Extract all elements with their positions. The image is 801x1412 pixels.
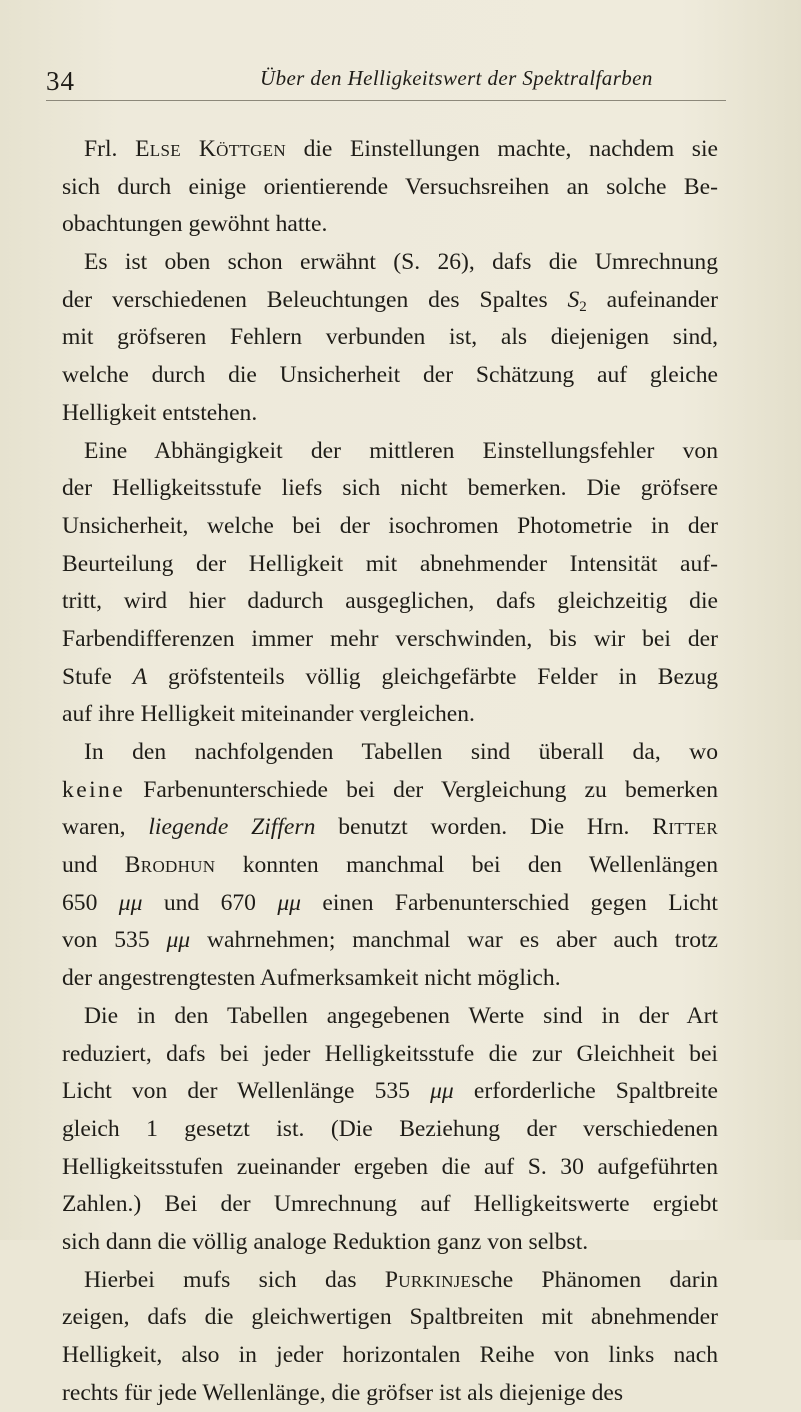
running-title: Über den Helligkeitswert der Spektralfarben	[260, 66, 653, 90]
text-line	[62, 1262, 718, 1300]
text-line	[62, 1337, 718, 1375]
text-run: waren,	[62, 814, 149, 841]
text-line	[62, 696, 718, 734]
text-run: Eine Abhängigkeit der mittleren Einstellungsfehler von	[84, 437, 718, 464]
text-run: zeigen, dafs die gleichwertigen Spaltbreiten mit abnehmender	[62, 1304, 718, 1331]
text-line	[62, 1036, 718, 1074]
text-line	[62, 809, 718, 847]
text-run: Beurteilung der Helligkeit mit abnehmender Intensität auf-	[62, 550, 718, 577]
text-line	[62, 659, 718, 697]
header-rule	[46, 100, 726, 101]
text-run: einen Farbenunterschied gegen Licht	[301, 889, 718, 916]
text-line	[62, 1186, 718, 1224]
text-run: sich dann die völlig analoge Reduktion ganz von selbst.	[62, 1228, 589, 1255]
text-run: Stufe	[62, 663, 133, 690]
text-line	[62, 998, 718, 1036]
text-run: A	[132, 663, 148, 690]
text-run: 650	[62, 889, 119, 916]
text-line	[62, 885, 718, 923]
running-head	[46, 58, 761, 98]
text-run: sich durch einige orientierende Versuchsreihen an solche Be-	[62, 173, 718, 200]
text-run: Helligkeitsstufen zueinander ergeben die auf S. 30 aufgeführten	[62, 1153, 718, 1180]
text-line	[62, 357, 718, 395]
paragraph	[62, 1262, 718, 1412]
text-line	[62, 282, 718, 320]
paragraph	[62, 131, 718, 244]
text-line	[62, 847, 718, 885]
text-run: μμ	[430, 1078, 454, 1105]
text-run: der angestrengtesten Aufmerksamkeit nicht möglich.	[62, 965, 561, 992]
text-run: gleich 1 gesetzt ist. (Die Beziehung der verschiedenen	[62, 1115, 718, 1142]
text-run: Die in den Tabellen angegebenen Werte sind in der Art	[84, 1002, 718, 1029]
text-line	[62, 960, 718, 998]
text-run: wahrnehmen; manchmal war es aber auch trotz	[190, 927, 719, 954]
paragraph	[62, 998, 718, 1262]
text-line	[62, 772, 718, 810]
text-run: sche Phänomen darin	[471, 1266, 719, 1293]
text-run: tritt, wird hier dadurch ausgeglichen, dafs gleichzeitig die	[62, 588, 718, 615]
text-run: rechts für jede Wellenlänge, die gröfser ist als diejenige des	[62, 1379, 624, 1406]
text-run: und	[62, 852, 125, 879]
paragraph	[62, 244, 718, 432]
paragraph	[62, 433, 718, 735]
text-run: Hierbei mufs sich das	[84, 1266, 385, 1293]
text-line	[62, 1073, 718, 1111]
text-run: Licht von der Wellenlänge 535	[62, 1078, 431, 1105]
text-line	[62, 131, 718, 169]
text-line	[62, 1111, 718, 1149]
text-line	[62, 621, 718, 659]
text-run: Zahlen.) Bei der Umrechnung auf Helligkeitswerte ergiebt	[62, 1191, 718, 1218]
text-line	[62, 395, 718, 433]
page-number: 34	[46, 66, 75, 96]
text-line	[62, 169, 718, 207]
text-run: welche durch die Unsicherheit der Schätzung auf gleiche	[62, 362, 718, 389]
text-line	[62, 734, 718, 772]
text-line	[62, 922, 718, 960]
text-run: keine	[62, 776, 126, 803]
text-line	[62, 1299, 718, 1337]
text-run: Ritter	[652, 814, 718, 841]
text-run: die Einstellungen machte, nachdem sie	[285, 136, 719, 162]
text-line	[62, 546, 718, 584]
text-run: mit gröfseren Fehlern verbunden ist, als diejenigen sind,	[62, 324, 718, 351]
text-line	[62, 1149, 718, 1187]
text-run: Farbenunterschiede bei der Vergleichung zu bemerken	[125, 776, 718, 803]
text-run: Else Köttgen	[135, 136, 286, 162]
text-line	[62, 1375, 718, 1412]
text-run: der Helligkeitsstufe liefs sich nicht bemerken. Die gröfsere	[62, 475, 718, 502]
body-text	[62, 131, 718, 1412]
text-run: und 670	[142, 889, 278, 916]
text-line	[62, 433, 718, 471]
text-run: Brodhun	[124, 852, 216, 879]
text-line	[62, 470, 718, 508]
text-run: reduziert, dafs bei jeder Helligkeitsstufe die zur Gleichheit bei	[62, 1040, 718, 1067]
text-run: liegende Ziffern	[148, 814, 316, 841]
text-line	[62, 206, 718, 244]
text-run: Frl.	[84, 136, 136, 162]
text-run: 2	[579, 298, 587, 315]
text-run: Es ist oben schon erwähnt (S. 26), dafs die Umrechnung	[84, 249, 718, 276]
text-run: von 535	[62, 927, 167, 954]
text-run: μμ	[166, 927, 191, 954]
text-run: aufeinander	[586, 286, 718, 313]
text-run: auf ihre Helligkeit miteinander vergleichen.	[62, 701, 475, 728]
text-run: erforderliche Spaltbreite	[453, 1078, 719, 1105]
text-run: μμ	[118, 889, 143, 916]
text-run: Helligkeit entstehen.	[62, 399, 258, 426]
text-run: obachtungen gewöhnt hatte.	[62, 211, 328, 238]
text-line	[62, 583, 718, 621]
text-run: Farbendifferenzen immer mehr verschwinden, bis wir bei der	[62, 625, 718, 652]
text-line	[62, 244, 718, 282]
text-run: Unsicherheit, welche bei der isochromen Photometrie in der	[62, 512, 718, 539]
text-run: In den nachfolgenden Tabellen sind überall da, wo	[84, 739, 718, 765]
text-run: Helligkeit, also in jeder horizontalen Reihe von links nach	[62, 1342, 718, 1368]
text-run: benutzt worden. Die Hrn.	[315, 814, 653, 841]
text-run: konnten manchmal bei den Wellenlängen	[215, 852, 719, 879]
text-run: S	[567, 286, 580, 313]
text-run: Purkinje	[384, 1266, 472, 1293]
text-run: gröfstenteils völlig gleichgefärbte Felder in Bezug	[147, 663, 718, 690]
text-line	[62, 508, 718, 546]
text-line	[62, 1224, 718, 1262]
paragraph	[62, 734, 718, 998]
text-line	[62, 319, 718, 357]
text-run: μμ	[277, 889, 302, 916]
text-run: der verschiedenen Beleuchtungen des Spaltes	[62, 286, 568, 313]
